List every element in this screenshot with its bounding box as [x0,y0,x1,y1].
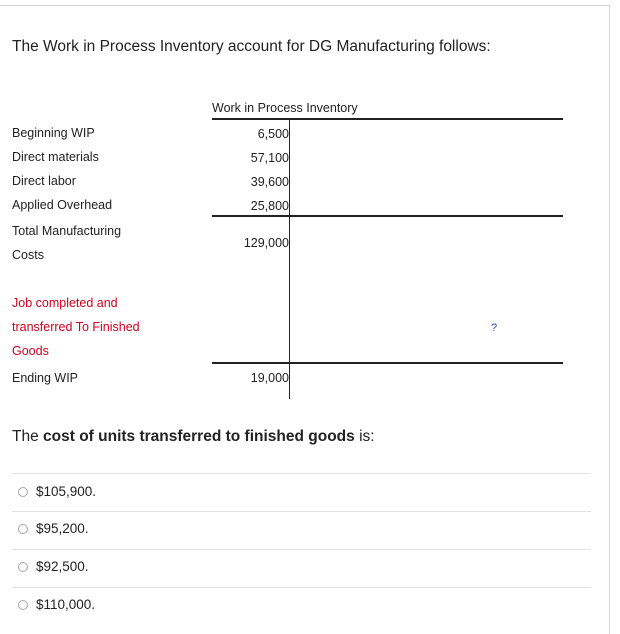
question-suffix: is: [354,428,375,445]
transfer-value-unknown: ? [491,322,498,334]
ending-rule [212,362,563,364]
question-emphasis: cost of units transferred to finished goods [43,428,355,445]
row-label-direct-labor: Direct labor [12,174,76,188]
radio-button-icon[interactable] [18,487,28,497]
answer-option-3[interactable] [18,559,89,574]
row-value-applied-overhead: 25,800 [250,199,289,213]
ending-value: 19,000 [250,371,289,385]
option-divider [12,511,591,512]
row-value-beginning-wip: 6,500 [257,127,289,141]
row-value-direct-materials: 57,100 [250,151,289,165]
row-label-applied-overhead: Applied Overhead [12,198,113,212]
option-label: $92,500. [36,559,89,574]
intro-text: The Work in Process Inventory account for DG Manufacturing follows: [12,38,491,55]
panel-right-border [609,5,610,634]
option-label: $95,200. [36,521,89,536]
radio-button-icon[interactable] [18,562,28,572]
t-account-vertical-rule [289,119,290,399]
total-value: 129,000 [243,236,289,250]
option-divider [12,549,591,550]
subtotal-rule [212,215,563,217]
total-label-line1: Total Manufacturing [12,224,122,238]
option-label: $110,000. [36,597,96,612]
answer-option-4[interactable] [18,597,95,612]
radio-button-icon[interactable] [18,600,28,610]
option-divider [12,587,591,588]
answer-option-1[interactable] [18,484,96,499]
question-prefix: The [12,428,44,445]
transfer-label-line3: Goods [12,344,49,358]
t-account-title: Work in Process Inventory [212,101,358,115]
t-account-top-rule [212,118,563,120]
question-text [12,428,375,446]
answer-option-2[interactable] [18,521,89,536]
ending-label: Ending WIP [12,371,79,385]
total-label-line2: Costs [12,248,44,262]
option-divider [12,473,591,474]
transfer-label-line1: Job completed and [12,296,118,310]
row-label-beginning-wip: Beginning WIP [12,126,95,140]
row-value-direct-labor: 39,600 [250,175,289,189]
panel-top-border [0,5,610,6]
row-label-direct-materials: Direct materials [12,150,99,164]
option-label: $105,900. [36,484,97,499]
radio-button-icon[interactable] [18,524,28,534]
transfer-label-line2: transferred To Finished [12,320,140,334]
